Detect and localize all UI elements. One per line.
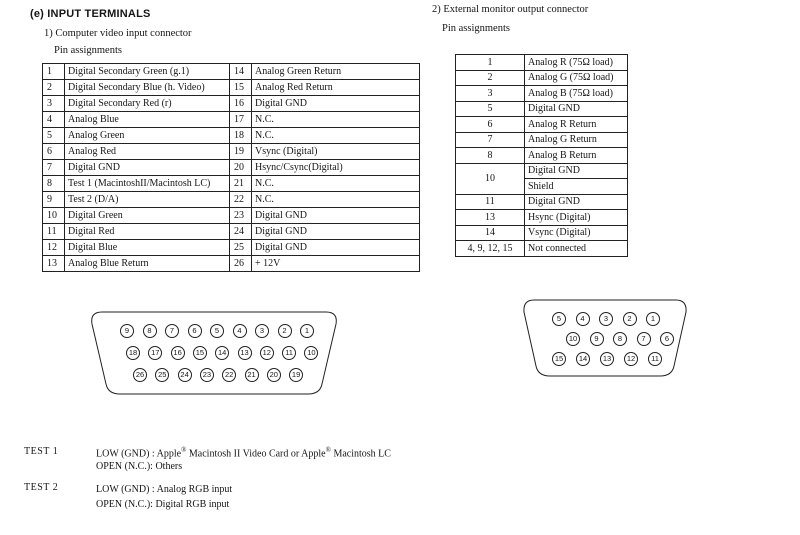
connector-pin: 16 xyxy=(171,346,185,360)
connector-pin: 24 xyxy=(178,368,192,382)
table-row xyxy=(456,225,628,241)
connector-pin: 2 xyxy=(278,324,292,338)
pin-signal: N.C. xyxy=(252,192,420,208)
connector-pin: 4 xyxy=(576,312,590,326)
pin-number: 13 xyxy=(456,210,525,226)
connector-pin: 5 xyxy=(210,324,224,338)
pin-number: 1 xyxy=(43,64,65,80)
pin-number: 5 xyxy=(43,128,65,144)
pin-signal: Digital GND xyxy=(252,240,420,256)
table-row xyxy=(43,96,420,112)
table-row xyxy=(456,241,628,257)
pin-signal: Analog Blue xyxy=(65,112,230,128)
test2-line1: LOW (GND) : Analog RGB input xyxy=(96,484,233,495)
table-row xyxy=(456,101,628,117)
connector-pin: 2 xyxy=(623,312,637,326)
pin-signal: Digital Secondary Green (g.1) xyxy=(65,64,230,80)
pin-signal: Digital Blue xyxy=(65,240,230,256)
connector-pin: 12 xyxy=(624,352,638,366)
connector-pin: 4 xyxy=(233,324,247,338)
connector-pin: 26 xyxy=(133,368,147,382)
pin-signal: Digital GND xyxy=(525,101,628,117)
connector-pin: 18 xyxy=(126,346,140,360)
pin-number: 14 xyxy=(230,64,252,80)
connector-pin: 6 xyxy=(188,324,202,338)
connector-pin: 10 xyxy=(304,346,318,360)
pin-number: 22 xyxy=(230,192,252,208)
connector-pin: 19 xyxy=(289,368,303,382)
connector-pin: 13 xyxy=(600,352,614,366)
pin-number: 7 xyxy=(43,160,65,176)
pin-signal: Digital Green xyxy=(65,208,230,224)
connector-pin: 11 xyxy=(648,352,662,366)
pin-signal: Analog Green xyxy=(65,128,230,144)
pin-number: 10 xyxy=(43,208,65,224)
connector-pin: 15 xyxy=(193,346,207,360)
table-row xyxy=(456,117,628,133)
pin-signal: Hsync (Digital) xyxy=(525,210,628,226)
pin-signal: Analog G Return xyxy=(525,132,628,148)
connector-pin: 1 xyxy=(300,324,314,338)
pin-number: 15 xyxy=(230,80,252,96)
pin-number: 7 xyxy=(456,132,525,148)
table-row xyxy=(456,194,628,210)
pin-number: 9 xyxy=(43,192,65,208)
connector-pin: 5 xyxy=(552,312,566,326)
connector-pin: 9 xyxy=(120,324,134,338)
pin-number: 24 xyxy=(230,224,252,240)
pin-number: 6 xyxy=(456,117,525,133)
pin-signal: N.C. xyxy=(252,128,420,144)
pin-number: 17 xyxy=(230,112,252,128)
pin-signal: Digital Red xyxy=(65,224,230,240)
connector-pin: 7 xyxy=(165,324,179,338)
table-row xyxy=(456,86,628,102)
connector-pin: 17 xyxy=(148,346,162,360)
test2-label: TEST 2 xyxy=(24,482,59,493)
pin-number: 26 xyxy=(230,256,252,272)
pin-number: 4, 9, 12, 15 xyxy=(456,241,525,257)
table-row xyxy=(43,64,420,80)
pin-number: 13 xyxy=(43,256,65,272)
connector-pin: 22 xyxy=(222,368,236,382)
test2-line2: OPEN (N.C.): Digital RGB input xyxy=(96,499,230,510)
connector-pin: 21 xyxy=(245,368,259,382)
connector-pin: 3 xyxy=(255,324,269,338)
right-heading: 2) External monitor output connector xyxy=(432,4,589,15)
pin-number: 3 xyxy=(456,86,525,102)
pin-signal: Analog R Return xyxy=(525,117,628,133)
table-row xyxy=(43,256,420,272)
registered-mark: ® xyxy=(181,446,187,454)
section-title: (e) INPUT TERMINALS xyxy=(30,8,151,20)
pin-number: 14 xyxy=(456,225,525,241)
pin-signal: Analog G (75Ω load) xyxy=(525,70,628,86)
pin-number: 12 xyxy=(43,240,65,256)
table-row xyxy=(43,80,420,96)
pin-number: 2 xyxy=(456,70,525,86)
pin-signal: Test 1 (MacintoshII/Macintosh LC) xyxy=(65,176,230,192)
table-row xyxy=(456,210,628,226)
test1-label: TEST 1 xyxy=(24,446,59,457)
connector-pin: 10 xyxy=(566,332,580,346)
pin-number: 20 xyxy=(230,160,252,176)
connector-pin: 11 xyxy=(282,346,296,360)
connector-pin: 25 xyxy=(155,368,169,382)
pin-signal: N.C. xyxy=(252,176,420,192)
pin-signal: Digital GND xyxy=(252,224,420,240)
connector-pin: 8 xyxy=(613,332,627,346)
pin-signal: Analog Blue Return xyxy=(65,256,230,272)
test1-line1-a: LOW (GND) : Apple xyxy=(96,448,182,460)
table-row xyxy=(456,55,628,71)
table-row xyxy=(43,160,420,176)
pin-number: 21 xyxy=(230,176,252,192)
computer-input-connector-diagram xyxy=(88,310,340,396)
pin-signal: Analog Red Return xyxy=(252,80,420,96)
pin-number: 8 xyxy=(456,148,525,164)
pin-number: 1 xyxy=(456,55,525,71)
pin-signal: Digital Secondary Red (r) xyxy=(65,96,230,112)
test1-line1-b: Macintosh II Video Card or Apple xyxy=(186,448,326,460)
pin-signal: N.C. xyxy=(252,112,420,128)
pin-signal: Vsync (Digital) xyxy=(525,225,628,241)
pin-number: 16 xyxy=(230,96,252,112)
table-row xyxy=(43,208,420,224)
table-row xyxy=(43,128,420,144)
pin-signal: Analog Green Return xyxy=(252,64,420,80)
pin-signal: Test 2 (D/A) xyxy=(65,192,230,208)
connector-pin: 1 xyxy=(646,312,660,326)
table-row xyxy=(43,192,420,208)
registered-mark: ® xyxy=(325,446,331,454)
right-subheading: Pin assignments xyxy=(442,23,510,34)
left-heading: 1) Computer video input connector xyxy=(44,28,192,39)
pin-number: 3 xyxy=(43,96,65,112)
connector-pin: 14 xyxy=(215,346,229,360)
connector-pin: 3 xyxy=(599,312,613,326)
pin-number: 8 xyxy=(43,176,65,192)
table-row xyxy=(456,70,628,86)
table-row xyxy=(43,144,420,160)
table-row xyxy=(43,112,420,128)
pin-number: 23 xyxy=(230,208,252,224)
pin-signal: Analog Red xyxy=(65,144,230,160)
connector-pin: 8 xyxy=(143,324,157,338)
left-subheading: Pin assignments xyxy=(54,45,122,56)
pin-signal: Analog R (75Ω load) xyxy=(525,55,628,71)
computer-input-pin-table xyxy=(42,63,420,272)
pin-signal: Digital Secondary Blue (h. Video) xyxy=(65,80,230,96)
pin-signal: Analog B Return xyxy=(525,148,628,164)
pin-signal: + 12V xyxy=(252,256,420,272)
pin-signal: Shield xyxy=(525,179,628,195)
pin-signal: Digital GND xyxy=(252,208,420,224)
pin-signal: Analog B (75Ω load) xyxy=(525,86,628,102)
connector-pin: 12 xyxy=(260,346,274,360)
table-row xyxy=(43,176,420,192)
monitor-output-connector-diagram xyxy=(522,298,688,378)
pin-signal: Vsync (Digital) xyxy=(252,144,420,160)
pin-signal: Digital GND xyxy=(525,163,628,179)
pin-number: 10 xyxy=(456,163,525,194)
pin-signal: Digital GND xyxy=(65,160,230,176)
test1-line1-c: Macintosh LC xyxy=(330,448,391,460)
pin-number: 5 xyxy=(456,101,525,117)
pin-number: 4 xyxy=(43,112,65,128)
pin-number: 2 xyxy=(43,80,65,96)
table-row xyxy=(43,224,420,240)
pin-number: 25 xyxy=(230,240,252,256)
test1-line1 xyxy=(96,446,391,459)
pin-number: 11 xyxy=(43,224,65,240)
pin-signal: Digital GND xyxy=(525,194,628,210)
connector-pin: 15 xyxy=(552,352,566,366)
pin-number: 11 xyxy=(456,194,525,210)
connector-pin: 7 xyxy=(637,332,651,346)
table-row xyxy=(456,163,628,179)
connector-pin: 13 xyxy=(238,346,252,360)
connector-pin: 20 xyxy=(267,368,281,382)
table-row xyxy=(456,132,628,148)
pin-number: 19 xyxy=(230,144,252,160)
table-row xyxy=(43,240,420,256)
monitor-output-pin-table xyxy=(455,54,628,257)
connector-pin: 6 xyxy=(660,332,674,346)
pin-signal: Hsync/Csync(Digital) xyxy=(252,160,420,176)
table-row xyxy=(456,148,628,164)
test1-line2: OPEN (N.C.): Others xyxy=(96,461,183,472)
connector-pin: 9 xyxy=(590,332,604,346)
pin-signal: Digital GND xyxy=(252,96,420,112)
pin-number: 18 xyxy=(230,128,252,144)
connector-pin: 14 xyxy=(576,352,590,366)
connector-pin: 23 xyxy=(200,368,214,382)
pin-number: 6 xyxy=(43,144,65,160)
pin-signal: Not connected xyxy=(525,241,628,257)
